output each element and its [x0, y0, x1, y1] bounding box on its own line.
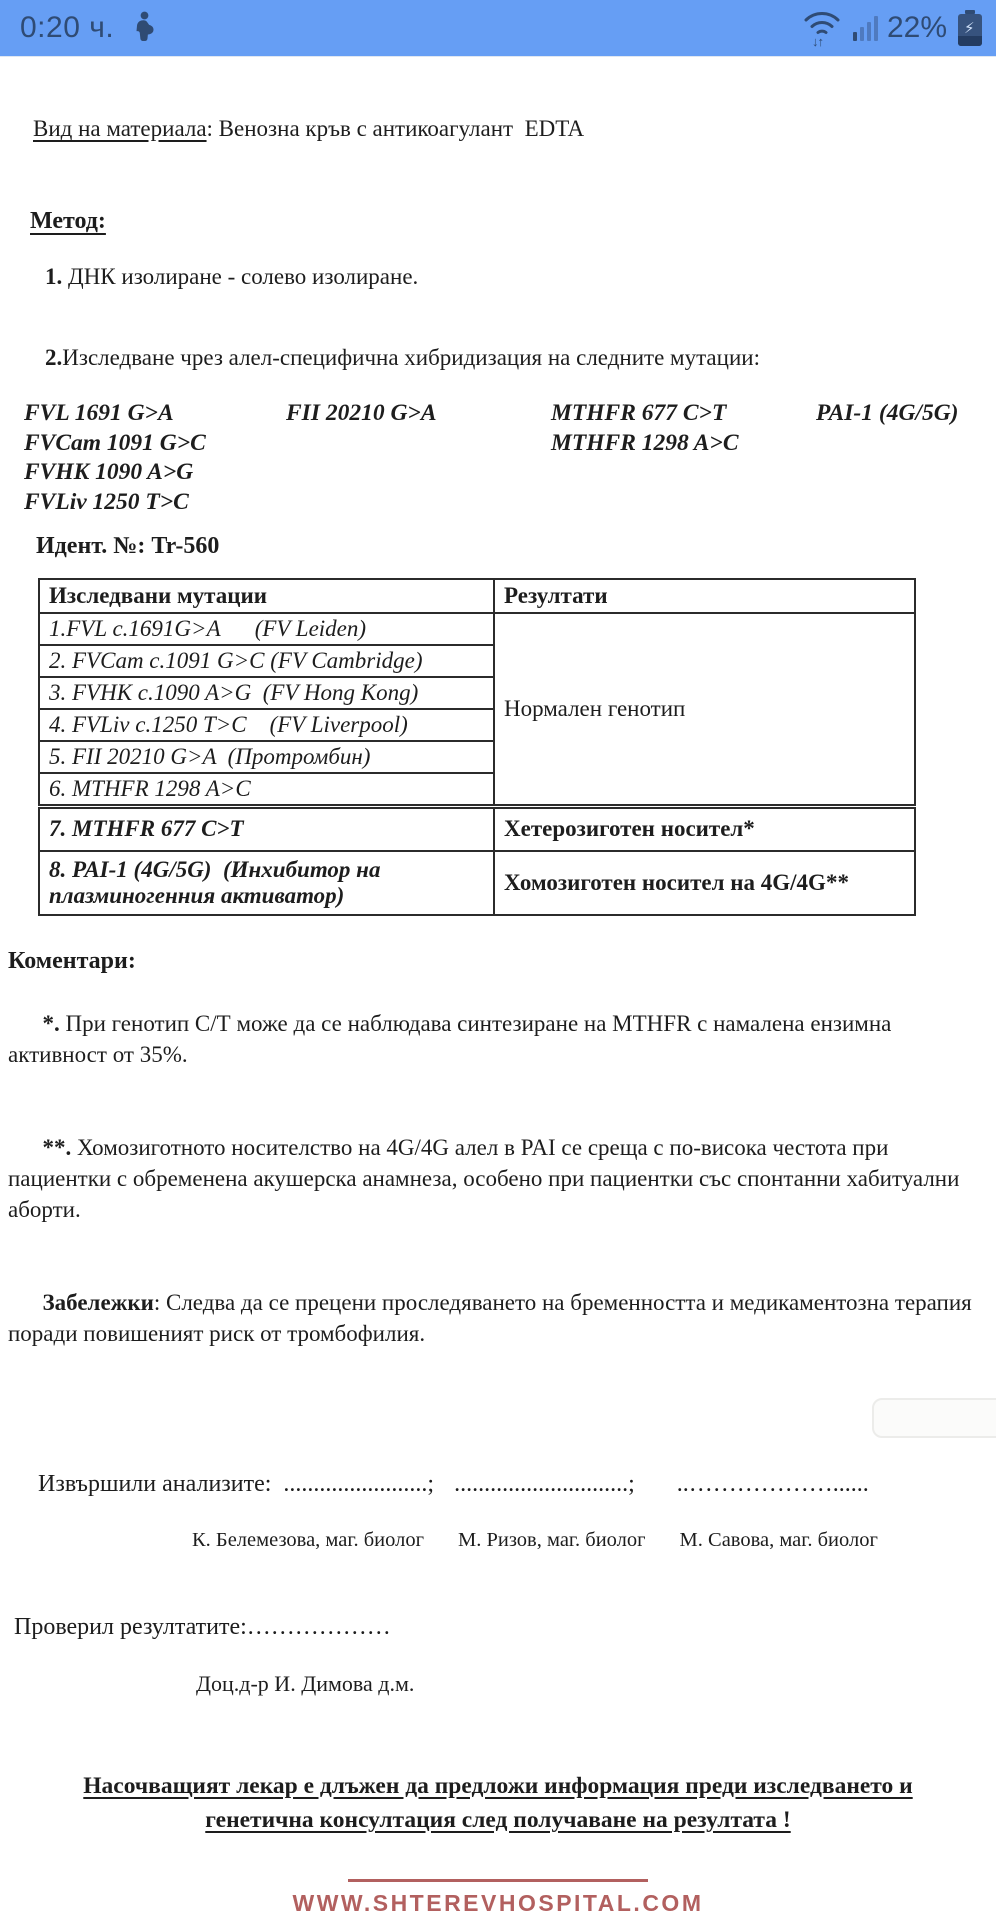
row5-mutation: 5. FII 20210 G>A (Протромбин)	[39, 741, 494, 773]
item2-number: 2.	[45, 345, 63, 370]
table-header-row	[39, 579, 915, 613]
row1-mutation: 1.FVL c.1691G>A (FV Leiden)	[39, 613, 494, 645]
mutation-fvl: FVL 1691 G>A	[24, 400, 174, 426]
clock: 0:20 ч.	[20, 11, 115, 44]
checked-by-line: Проверил резултатите:………………	[14, 1613, 391, 1640]
normal-genotype-result: Нормален генотип	[494, 613, 915, 807]
item2-text: Изследване чрез алел-специфична хибридизация на следните мутации:	[62, 345, 760, 370]
note1-mark: *.	[42, 1010, 60, 1036]
signal-bars-icon	[853, 15, 878, 41]
row4-mutation: 4. FVLiv c.1250 T>C (FV Liverpool)	[39, 709, 494, 741]
hospital-website	[0, 1879, 996, 1917]
mutation-fvhk: FVHK 1090 A>G	[24, 459, 194, 485]
wifi-icon	[802, 9, 842, 47]
results-table	[38, 578, 916, 916]
analyst-name: М. Ризов, маг. биолог	[457, 1528, 646, 1551]
row2-mutation: 2. FVCam c.1091 G>C (FV Cambridge)	[39, 645, 494, 677]
note2-mark: **.	[42, 1134, 72, 1160]
remark-text: : Следва да се прецени проследяването на бременността и медикаментозна терапия поради повишеният риск от тромбофилия.	[8, 1289, 978, 1346]
analyst-name: М. Савова, маг. биолог	[679, 1528, 878, 1551]
mutation-fvcam: FVCam 1091 G>C	[24, 429, 206, 456]
wifi-updown-arrows-icon: ↓↑	[811, 34, 823, 49]
performed-label: Извършили анализите:	[38, 1470, 272, 1497]
website-url: WWW.SHTEREVHOSPITAL.COM	[292, 1889, 704, 1916]
table-row-pai1	[39, 851, 915, 915]
col-header-results: Резултати	[494, 579, 915, 613]
signature-dots-1: ........................;	[283, 1470, 435, 1497]
note1-text: При генотип С/Т може да се наблюдава синтезиране на MTHFR с намалена ензимна активност от 35%.	[8, 1010, 898, 1067]
mutation-mthfr677: MTHFR 677 C>T	[551, 400, 727, 426]
ident-number: Идент. №: Tr-560	[36, 533, 220, 559]
signature-dots-2: .............................;	[454, 1470, 635, 1497]
material-label: Вид на материала	[33, 116, 207, 141]
row7-mutation: 7. MTHFR 677 C>T	[39, 807, 494, 851]
mutation-fvliv: FVLiv 1250 T>C	[24, 488, 189, 515]
status-bar	[0, 0, 996, 57]
battery-percent: 22%	[886, 11, 947, 44]
lab-report-document	[0, 57, 996, 1917]
table-row	[39, 613, 915, 645]
mutation-mthfr1298: MTHFR 1298 A>C	[551, 429, 739, 456]
table-row-mthfr677	[39, 807, 915, 851]
signature-dots-3: ..………………......	[676, 1470, 869, 1497]
mutation-fii: FII 20210 G>A	[286, 400, 437, 426]
remark-label: Забележки	[42, 1289, 154, 1315]
comment-note-1	[8, 977, 996, 1101]
bottom-sheet-corner	[872, 1398, 996, 1438]
material-value: : Венозна кръв с антикоагулант EDTA	[206, 116, 585, 141]
row8-result: Хомозиготен носител на 4G/4G**	[494, 851, 915, 915]
row8-mutation: 8. PAI-1 (4G/5G) (Инхибитор на плазминогенния активатор)	[39, 851, 494, 915]
note2-text: Хомозиготното носителство на 4G/4G алел в PAI се среща с по-висока честота при пациентки с обременена акушерска анамнеза, особено при пациентки със спонтанни хабитуални аборти.	[8, 1134, 966, 1222]
method-item-1	[0, 238, 996, 316]
pregnant-woman-icon	[128, 9, 158, 48]
row7-result: Хетерозиготен носител*	[494, 807, 915, 851]
remark-line	[8, 1256, 996, 1380]
comments-section	[0, 946, 996, 1380]
battery-charging-icon: ⚡	[958, 10, 982, 46]
col-header-mutations: Изследвани мутации	[39, 579, 494, 613]
mutation-pai1: PAI-1 (4G/5G)	[816, 400, 959, 426]
referral-notice	[0, 1769, 996, 1837]
item1-number: 1.	[45, 264, 63, 289]
method-heading: Метод:	[30, 208, 106, 234]
material-line	[0, 90, 996, 168]
divider-rule	[348, 1879, 648, 1882]
mutation-list	[0, 399, 996, 517]
method-item-2	[0, 319, 996, 397]
checked-by-name: Доц.д-р И. Димова д.м.	[196, 1670, 415, 1696]
analysts-signature-line	[14, 1444, 996, 1525]
row6-mutation: 6. MTHFR 1298 A>C	[39, 773, 494, 807]
item1-text: ДНК изолиране - солево изолиране.	[62, 264, 419, 289]
row3-mutation: 3. FVHK c.1090 A>G (FV Hong Kong)	[39, 677, 494, 709]
notice-line-1: Насочващият лекар е длъжен да предложи информация преди изследването и	[83, 1772, 913, 1799]
analyst-names	[192, 1529, 996, 1552]
notice-line-2: генетична консултация след получаване на резултата !	[205, 1806, 791, 1833]
analyst-name: К. Белемезова, маг. биолог	[192, 1528, 424, 1551]
comment-note-2	[8, 1101, 996, 1256]
comments-heading: Коментари:	[8, 947, 136, 974]
